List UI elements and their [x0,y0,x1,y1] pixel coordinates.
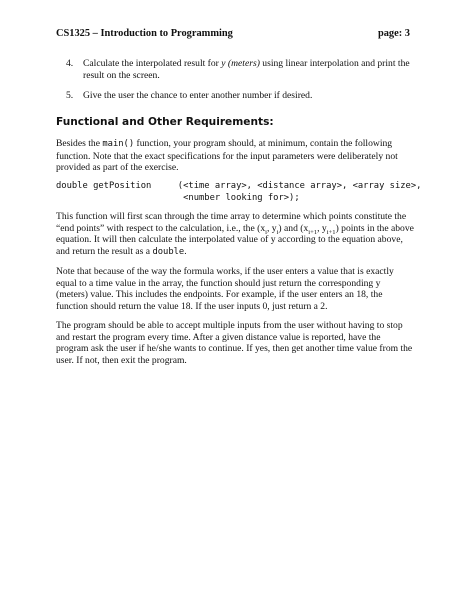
subscript: i [276,228,279,236]
subscript: i [265,228,267,236]
paragraph-text: Besides the [56,138,103,149]
paragraph-text: This function will first scan through the time array to determine which points constitute the “end points” with respect to the calculation, i.e., the (x [56,211,407,234]
paragraph-multiple-inputs: The program should be able to accept multiple inputs from the user without having to stop and restart the program every time. After a given distance value is reported, have the program ask the user if he/she wants to continue. If yes, then get another time value from the user. If not, then exit the program. [56,320,413,366]
list-item-text-end: using linear interpolation and print the result on the screen. [83,58,410,81]
function-signature-code [56,181,422,204]
code-line: double getPosition (<time array>, <distance array>, <array size>, [56,181,422,191]
paragraph-text: , y [317,222,327,234]
page-header [56,28,410,42]
paragraph-main-function [56,138,414,174]
subscript: i+1 [308,228,318,236]
page-number: page: 3 [377,28,410,39]
paragraph-text: ) points in the above equation. It will then calculate the interpolated value of y according to the equation above, and return the result as a [56,222,414,257]
paragraph-text: ) and (x [278,222,309,234]
course-title: CS1325 – Introduction to Programming [56,28,233,39]
inline-code: main() [102,139,135,149]
list-item-text: Give the user the chance to enter another number if desired. [83,90,313,102]
list-item-text-start: Calculate the interpolated result for [83,58,222,69]
section-heading: Functional and Other Requirements: [56,116,274,128]
subscript: i+1 [326,228,336,236]
list-item [66,58,410,81]
paragraph-text: function, your program should, at minimum, contain the following function. Note that the exact specifications for the input parameters were deliberately not provided as part of the exercise. [56,138,398,174]
paragraph-formula-note: Note that because of the way the formula works, if the user enters a value that is exactly equal to a time value in the array, the function should just return the corresponding y (meters) value. This includes the endpoints. For example, if the user enters an 18, the function should return the value 18. If the user inputs 0, just return a 2. [56,266,394,312]
list-item [66,90,410,102]
code-line: <number looking for>); [56,192,300,203]
numbered-list [66,58,410,111]
paragraph-text: , y [266,222,277,234]
inline-code: double [152,246,185,257]
paragraph-function-description [56,211,414,258]
list-item-number: 4. [66,58,74,69]
list-item-number: 5. [66,90,74,102]
paragraph-text: . [184,245,187,257]
list-item-italic: y (meters) [221,58,260,69]
